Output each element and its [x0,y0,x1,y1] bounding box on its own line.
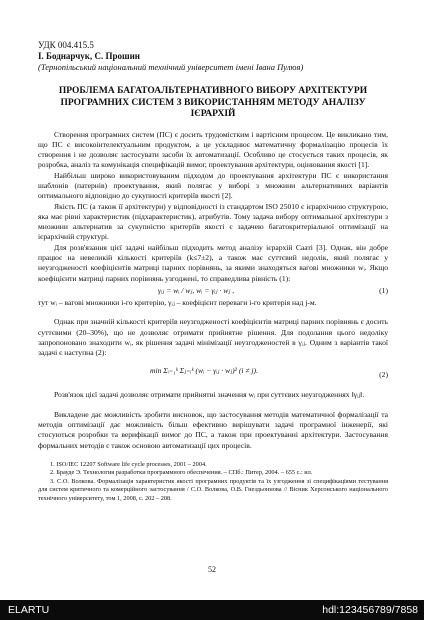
formula-1-expression: γᵢⱼ = wᵢ / wⱼ, wᵢ = γᵢⱼ · wⱼ , [158,285,235,295]
paragraph: Для розв'язання цієї задачі найбільш підходить метод аналізу ієрархій Сааті [3]. Однак, він добре працює на невеликій кількості критеріїв (k≤7±2), а також має суттєвий недолік, який полягає у неузгодженості коефіцієнтів матриці парних порівнянь, за якими знаходяться вагові множники wᵢ. Якщо коефіцієнти матриці парних порівнянь узгоджені, то справедлива рівність (1): [38,242,388,283]
intro-section [38,130,388,284]
page-number: 52 [208,565,216,574]
article-title: ПРОБЛЕМА БАГАТОАЛЬТЕРНАТИВНОГО ВИБОРУ АРХІТЕКТУРИ ПРОГРАМНИХ СИСТЕМ З ВИКОРИСТАННЯМ МЕТОДУ АНАЛІЗУ ІЄРАРХІЙ [58,86,368,119]
authors: І. Боднарчук, С. Прошин [38,51,140,61]
reference-item: 2. Брауде Э. Технология разработки программного обеспечения. – СПб.: Питер, 2004. – 655 с.: ил. [50,469,313,477]
paragraph: Якість ПС (а також її архітектури) у відповідності із стандартом ISO 25010 є ієрархічною структурою, яка має рівні характеристик (підхарактеристик), атрибутів. Тому задача вибору оптимальної архітектури з множини альтернатив за сукупністю критеріїв якості є задачею багатокритеріальної оптимізації на ієрархічній структурі. [38,201,388,242]
conclusion-paragraph: Викладене дає можливість зробити висновок, що застосування методів математичної формалізації та методів оптимізації дає можливість більш ефективно вирішувати задачі програмної інженерії, які стосуються розробки та верифікації вимог до ПС, а також при проектуванні архітектури. Застосування формальних методів є також основою автоматизації цих процесів. [38,409,388,450]
formula-1-number: (1) [379,285,388,295]
repository-footer [0,600,424,620]
formula-2-number: (2) [379,370,388,380]
references-list [38,461,388,503]
reference-item: 1. ISO/IEC 12207 Software life cycle processes, 2001 – 2004. [50,460,207,468]
paragraph: Однак при значній кількості критеріїв неузгодженості коефіцієнтів матриці парних порівнянь є досить суттєвими (20–30%), що не дозволяє отримати прийнятне рішення. Для подолання цього недоліку запропоновано знаходити wᵢ, як рішення задачі мінімізації неузгодженостей в γᵢⱼ. Одним з варіантів такої задачі є наступна (2): [38,317,388,358]
affiliation: (Тернопільський національний технічний університет імені Івана Пулюя) [38,62,304,72]
repository-name: ELARTU [8,604,50,616]
formula-1 [38,284,388,298]
formula-2 [38,360,388,390]
article-body [38,40,388,503]
udc-code: УДК 004.415.5 [38,40,94,50]
paragraph: Розв'язок цієї задачі дозволяє отримати прийнятні значення wᵢ при суттєвих неузгодженнях ‖γᵢⱼ‖. [54,390,365,400]
paragraph: Найбільш широко використовуваним підходом до проектування архітектури ПС є використання шаблонів (патернів) проектування, який полягає у виборі з множини альтернативних варіантів оптимального відповідно до сукупності критеріїв якості [2]. [38,170,388,201]
reference-item: 3. С.О. Волкова. Формалізація характеристик якості програмних продуктів та їх узгодження зі специфікаціями тестування для систем критичного та комерційного застосування / С.О. Волкова, О.В. Гнездьоннова // Вісник Херсонського національного технічного університету, том 1, 2008, с. 202 – 208. [38,477,388,502]
formula-2-expression: min Σᵢ₌₁ᵏ Σⱼ₌ᵢᵏ (wᵢ − γᵢⱼ · wⱼ)² (i ≠ j). [150,366,258,376]
paragraph: Створення програмних систем (ПС) є досить трудомістким і вартісним процесом. Це викликано тим, що ПС є високоінтелектуальним продуктом, а це ускладнює математичну формалізацію процесів їх створення і не дозволяє застосувати засоби їх автоматизації. Особливо це стосується таких процесів, як розробка, аналіз та комунікація специфікацій вимог, проектування архітектури, оцінювання якості [1]. [38,129,388,170]
handle-id: hdl:123456789/7858 [322,604,418,616]
paragraph: тут wᵢ – вагові множники i-го критерію, γᵢⱼ – коефіцієнт переваги i-го критерія над j-м. [38,297,317,307]
